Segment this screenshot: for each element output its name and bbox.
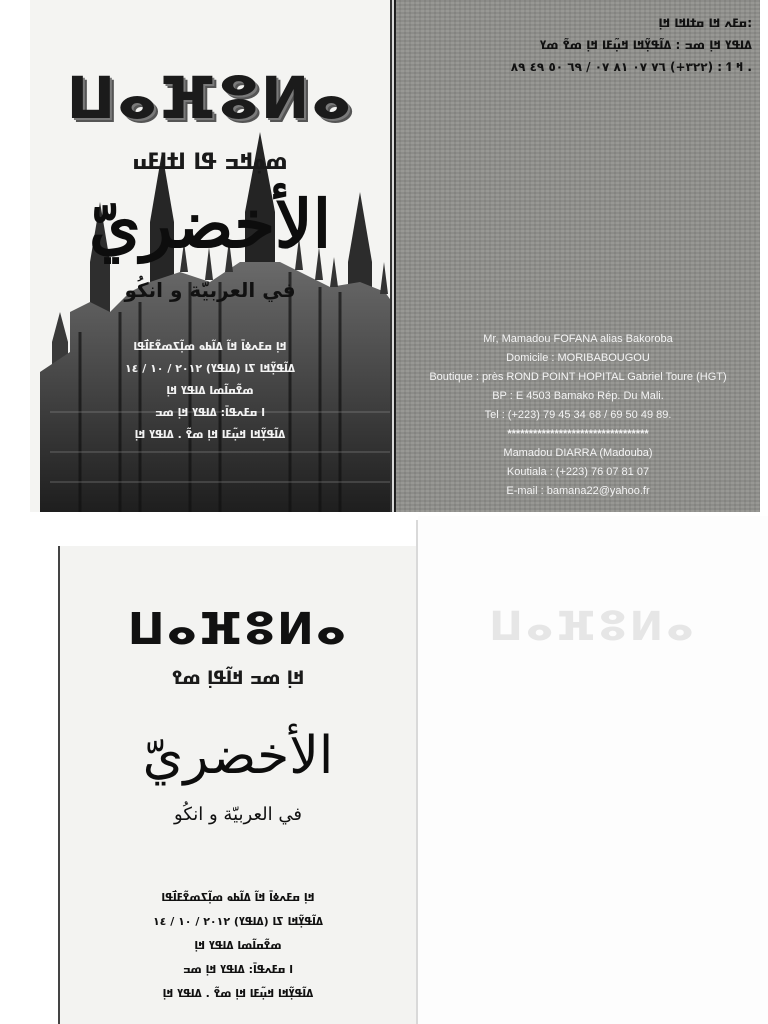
contact-separator: *********************************: [507, 428, 649, 440]
back-script-line: ߡߊߟߌ ߞߊ߲ ߘߏ : ߡߊ߬ߟߌ߲߬ߞߊ ߞߎ߲߬ߓߊ ߞߊ߲ ߘߐ߬ ߘߌ: [539, 38, 752, 52]
contact-koutiala: Koutiala : (+223) 76 07 81 07: [506, 466, 650, 478]
back-script-line: ߞ ߗ : (٣٢٢+) ٧٦ ٠٧ ٨١ ٠٧ / ٦٩ ٥٠ ٤٩ ٨٩ .: [510, 60, 752, 74]
cover-credit-line: ߡߊ߬ߟߌ߲߬ߞߊ ߞߎ߲߬ߓߊ ߞߊ߲ ߘߐ߬ . ߡߊߟߌ ߞߊ߲: [134, 428, 286, 441]
page-gutter-shadow: [392, 0, 395, 512]
back-cover: [394, 0, 760, 512]
cover-script-subtitle: ߘߋ߲ߞߏ ߟߊ ߊߙߊߓߎ: [132, 150, 288, 175]
bleed-through-text: ⵡⴰⴼⵓⵍⴰ: [489, 604, 697, 650]
contact-block: [396, 330, 760, 501]
cover-credit-line: ߊ ߛߓߍߟߊ߫: ߡߊߟߌ ߞߊ߲ ߘߏ: [154, 406, 266, 419]
page-gutter-shadow: [416, 520, 418, 1024]
title-credit-line: ߊ ߛߓߍߟߊ߫: ߡߊߟߌ ߞߊ߲ ߘߏ: [182, 963, 294, 976]
contact-tel: Tel : (+223) 79 45 34 68 / 69 50 49 89.: [484, 409, 672, 421]
title-credit-line: ߡߊ߬ߟߌ߲߬ߞߊ ߞߎ߲߬ߓߊ ߞߊ߲ ߘߐ߬ . ߡߊߟߌ ߞߊ߲: [162, 987, 314, 1000]
cover-arabic-title: الأخضريّ: [88, 185, 332, 263]
title-credit-line: ߘߐ߬ߛߊ߬ߘߊ ߡߊߟߌ ߞߊ߲: [194, 939, 282, 952]
title-credit-line: ߞߊ߲ ߛߓߍߦߊ߫ ߞߊ߬ ߡߊ߬ߕߋ ߘߊ߲߬ߖߘߐ߬ߓߊ߯ߟߊ: [161, 891, 315, 904]
back-script-line: ߛߓߍ ߞߊ ߛߙߊߞߊ ߞߊ߲:: [658, 16, 752, 30]
title-page: [58, 546, 416, 1024]
cover-credit-line: ߘߐ߬ߛߊ߬ߘߊ ߡߊߟߌ ߞߊ߲: [166, 384, 254, 397]
title-arabic-subtitle: في العربيّة و انكُو: [174, 804, 302, 825]
blank-page: [418, 516, 768, 1024]
contact-second-name: Mamadou DIARRA (Madouba): [503, 447, 653, 459]
title-arabic-title: الأخضريّ: [142, 726, 334, 786]
title-script-title: ⵡⴰⴼⵓⵍⴰ: [127, 604, 349, 655]
cover-script-title: ⵡⴰⴼⵓⵍⴰ: [66, 64, 354, 132]
title-credits: [60, 886, 416, 1006]
cover-credit-line: ߞߊ߲ ߛߓߍߦߊ߫ ߞߊ߬ ߡߊ߬ߕߋ ߘߊ߲߬ߖߘߐ߬ߓߊ߯ߟߊ: [133, 340, 287, 353]
contact-bp: BP : E 4503 Bamako Rép. Du Mali.: [492, 390, 664, 402]
contact-boutique: Boutique : près ROND POINT HOPITAL Gabriel Toure (HGT): [429, 371, 727, 383]
cover-arabic-subtitle: في العربيّة و انكُو: [124, 278, 296, 302]
contact-email: E-mail : bamana22@yahoo.fr: [506, 485, 650, 497]
cover-credits: [30, 336, 390, 446]
title-script-subtitle: ߞߊ߲ ߘߏ ߞߊ߬ߟߊ߲ ߘߐ: [171, 668, 305, 689]
front-cover: [30, 0, 392, 512]
contact-name: Mr, Mamadou FOFANA alias Bakoroba: [483, 333, 673, 345]
back-script-block: [412, 12, 752, 78]
contact-domicile: Domicile : MORIBABOUGOU: [506, 352, 650, 364]
cover-credit-line: ߡߊ߬ߟߌ߲߬ߞߊ ߖߊ (ߡߊߟߌ) ٢٠١٢ / ١٠ / ١٤: [124, 362, 296, 375]
title-credit-line: ߡߊ߬ߟߌ߲߬ߞߊ ߖߊ (ߡߊߟߌ) ٢٠١٢ / ١٠ / ١٤: [152, 915, 324, 928]
